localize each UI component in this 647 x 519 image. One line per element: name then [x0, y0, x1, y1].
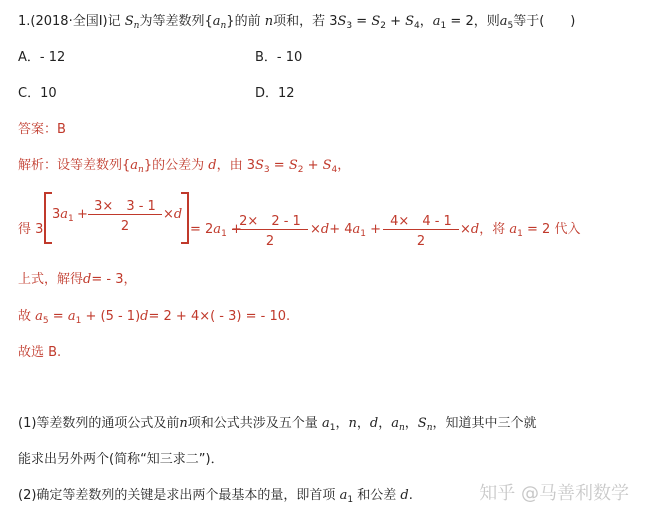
fraction-2-denominator: 2 [265, 234, 275, 249]
note-line-2: 能求出另外两个(简称“知三求二”)． [18, 452, 224, 467]
times-d-1: ×d [163, 207, 183, 222]
analysis-line-4: 故 $a_5 = a_1 + (5 - 1)d= 2 + 4\times( - 3)$ = - 10. [18, 309, 291, 326]
fraction-1-numerator: 3× 3 - 1 [94, 199, 156, 214]
fraction-3-bar [383, 229, 459, 230]
note-line-3: (2)确定等差数列的关键是求出两个最基本的量，即首项 $a_1$ 和公差 d. [18, 488, 413, 505]
fraction-1-bar [88, 214, 162, 215]
times-d-plus-4a1: $\times d+ 4a_1$ + [310, 222, 382, 239]
answer-text: 答案：B [18, 122, 66, 137]
analysis-line-1: 解析：设等差数列$\{a_n\}$的公差为 d，由 $3S_3 = S_2 + S_4$， [18, 158, 351, 175]
fraction-3-denominator: 2 [416, 234, 426, 249]
fraction-2-bar [232, 229, 308, 230]
fraction-2-numerator: 2× 2 - 1 [239, 214, 301, 229]
note-line-1: (1)等差数列的通项公式及前n项和公式共涉及五个量 $a_1$，n，d，$a_n$，$S_n$，知道其中三个就 [18, 416, 537, 433]
left-bracket [44, 192, 52, 244]
analysis-line-3: 上式，解得d= - 3， [18, 272, 137, 287]
option-c: C．10 [18, 86, 57, 101]
formula-suffix: ×d，将 $a_1 = 2$ 代入 [460, 222, 581, 239]
formula-prefix: 得 3 [18, 222, 44, 237]
eq-2a1: = $2a_1$ [190, 222, 227, 239]
fraction-3-numerator: 4× 4 - 1 [390, 214, 452, 229]
fraction-1-denominator: 2 [120, 219, 130, 234]
plus-sign: + [77, 207, 88, 222]
option-a: A．- 12 [18, 50, 66, 65]
question-line: 1.(2018·全国Ⅰ)记 $S_n$为等差数列$\{a_n\}$的前 n项和，若 $3S_3 = S_2 + S_4$，$a_1 = 2$，则$a_5$等于( ) [18, 14, 576, 31]
term-3a1: $3a_1$ [52, 207, 74, 224]
analysis-line-5: 故选 B. [18, 345, 62, 360]
right-bracket [181, 192, 189, 244]
option-d: D．12 [255, 86, 295, 101]
watermark-text: 知乎 @马善利数学 [479, 483, 629, 504]
option-b: B．- 10 [255, 50, 303, 65]
